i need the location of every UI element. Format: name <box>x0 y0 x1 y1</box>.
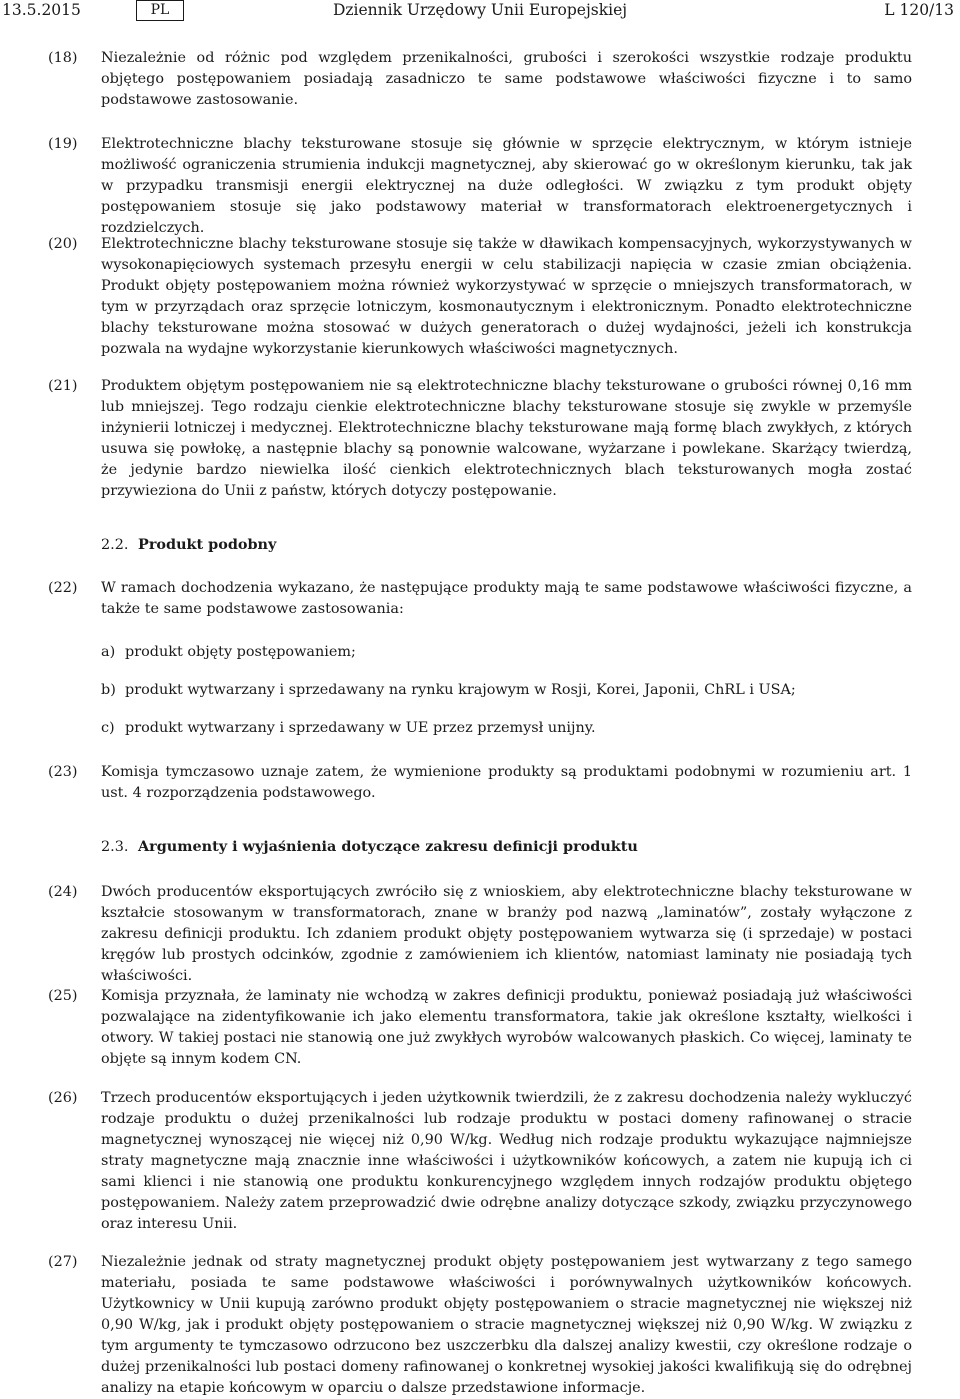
list-text: produkt wytwarzany i sprzedawany na rynku krajowym w Rosji, Korei, Japonii, ChRL i USA; <box>125 682 796 698</box>
section-heading-2-2 <box>101 534 276 556</box>
list-letter: a) <box>101 644 116 660</box>
paragraph-text: Niezależnie od różnic pod względem przenikalności, grubości i szerokości wszystkie rodzaje produktu objętego postępowaniem posiadają zasadniczo te same podstawowe właściwości fizyczne i to samo podstawowe zastosowanie. <box>101 50 912 108</box>
paragraph-27 <box>48 1252 912 1399</box>
section-number: 2.3. <box>101 839 129 855</box>
paragraph-23 <box>48 762 912 804</box>
publication-date: 13.5.2015 <box>2 1 81 19</box>
paragraph-text: Elektrotechniczne blachy teksturowane stosuje się głównie w sprzęcie elektrycznym, w którym istnieje możliwość ograniczenia strumienia indukcji magnetycznej, aby skierować go w określonym kierunku, tak jak w przypadku transmisji energii elektrycznej na duże odległości. W związku z tym produkt objęty postępowaniem stosuje się jako podstawowy materiał w transformatorach elektroenergetycznych i rozdzielczych. <box>101 136 912 236</box>
paragraph-text: W ramach dochodzenia wykazano, że następujące produkty mają te same podstawowe właściwości fizyczne, a także te same podstawowe zastosowania: <box>101 580 912 617</box>
paragraph-22 <box>48 578 912 620</box>
paragraph-number: (24) <box>48 884 78 900</box>
paragraph-text: Komisja przyznała, że laminaty nie wchodzą w zakres definicji produktu, ponieważ posiadają już właściwości pozwalające na zidentyfikowanie ich jako elementu transformatora, takie jak określone kształty, wielkości i otwory. W takiej postaci nie stanowią one już zwykłych wyrobów walcowanych płaskich. Co więcej, laminaty te objęte są innym kodem CN. <box>101 988 912 1067</box>
paragraph-number: (22) <box>48 580 78 596</box>
list-letter: c) <box>101 720 115 736</box>
section-title: Produkt podobny <box>138 536 277 553</box>
list-item-a <box>101 642 912 663</box>
paragraph-text: Produktem objętym postępowaniem nie są elektrotechniczne blachy teksturowane o grubości równej 0,16 mm lub mniejszej. Tego rodzaju cienkie elektrotechniczne blachy teksturowane stosuje się zwykle w przemyśle inżynierii lotniczej i medycznej. Elektrotechniczne blachy teksturowane mają formę blach zwykłych, z których usuwa się powłokę, a następnie blachy są ponownie walcowane, wyżarzane i powlekane. Skarżący twierdzą, że jedynie bardzo niewielka ilość cienkich elektrotechnicznych blach teksturowanych mogła zostać przywieziona do Unii z państw, których dotyczy postępowanie. <box>101 378 912 499</box>
list-text: produkt objęty postępowaniem; <box>125 644 356 660</box>
section-heading-2-3 <box>101 836 638 858</box>
paragraph-number: (23) <box>48 764 78 780</box>
page-header <box>0 0 960 28</box>
paragraph-20 <box>48 234 912 360</box>
paragraph-text: Dwóch producentów eksportujących zwróciło się z wnioskiem, aby elektrotechniczne blachy teksturowane w kształcie stosowanym w transformatorach, znane w branży pod nazwą „laminatów”, zostały wyłączone z zakresu definicji produktu. Ich zdaniem produkt objęty postępowaniem wytwarza się (i sprzedaje) w postaci kręgów lub prostych odcinków, zgodnie z zamówieniem ich klientów, natomiast laminaty nie posiadają tych właściwości. <box>101 884 912 984</box>
paragraph-18 <box>48 48 912 111</box>
section-number: 2.2. <box>101 537 129 553</box>
page-number: L 120/13 <box>884 1 954 19</box>
list-item-c <box>101 718 912 739</box>
section-title: Argumenty i wyjaśnienia dotyczące zakresu definicji produktu <box>138 838 638 855</box>
paragraph-number: (20) <box>48 236 78 252</box>
journal-title: Dziennik Urzędowy Unii Europejskiej <box>332 1 628 19</box>
list-letter: b) <box>101 682 116 698</box>
paragraph-number: (26) <box>48 1090 78 1106</box>
paragraph-number: (27) <box>48 1254 78 1270</box>
paragraph-24 <box>48 882 912 987</box>
list-text: produkt wytwarzany i sprzedawany w UE przez przemysł unijny. <box>125 720 596 736</box>
paragraph-number: (21) <box>48 378 78 394</box>
paragraph-number: (25) <box>48 988 78 1004</box>
paragraph-19 <box>48 134 912 239</box>
list-item-b <box>101 680 912 701</box>
paragraph-number: (18) <box>48 50 78 66</box>
paragraph-text: Niezależnie jednak od straty magnetycznej produkt objęty postępowaniem jest wytwarzany z tego samego materiału, posiada te same podstawowe właściwości i porównywalnych użytkowników końcowych. Użytkownicy w Unii kupują zarówno produkt objęty postępowaniem o stracie magnetycznej nie większej niż 0,90 W/kg, jak i produkt objęty postępowaniem o stracie magnetycznej większej niż 0,90 W/kg. W związku z tym argumenty te tymczasowo odrzucono bez uszczerbku dla dalszej analizy kwestii, czy określone rodzaje o dużej przenikalności lub postaci domeny rafinowanej o konkretnej wysokiej jakości kwalifikują się do odrębnej analizy na etapie końcowym w oparciu o dalsze przedstawione informacje. <box>101 1254 912 1396</box>
language-badge: PL <box>136 0 184 21</box>
paragraph-25 <box>48 986 912 1070</box>
paragraph-26 <box>48 1088 912 1235</box>
paragraph-text: Komisja tymczasowo uznaje zatem, że wymienione produkty są produktami podobnymi w rozumieniu art. 1 ust. 4 rozporządzenia podstawowego. <box>101 764 912 801</box>
paragraph-text: Elektrotechniczne blachy teksturowane stosuje się także w dławikach kompensacyjnych, wykorzystywanych w wysokonapięciowych systemach przesyłu energii w celu stabilizacji napięcia w czasie zmian obciążenia. Produkt objęty postępowaniem można również wykorzystywać w sprzęcie o mniejszych transformatorach, w tym w przyrządach oraz sprzęcie lotniczym, kosmonautycznym i elektronicznym. Ponadto elektrotechniczne blachy teksturowane można stosować w dużych generatorach o dużej wydajności, jeżeli ich konstrukcja pozwala na wydajne wykorzystanie kierunkowych właściwości magnetycznych. <box>101 236 912 357</box>
paragraph-21 <box>48 376 912 502</box>
paragraph-text: Trzech producentów eksportujących i jeden użytkownik twierdzili, że z zakresu dochodzenia należy wykluczyć rodzaje produktu o dużej przenikalności lub rodzaje produktu w postaci domeny rafinowanej o stracie magnetycznej wynoszącej nie więcej niż 0,90 W/kg. Według nich rodzaje produktu wykazujące najmniejsze straty magnetyczne mają znacznie inne właściwości i użytkowników końcowych, a zatem nie kupują ich ci sami klienci i nie stanowią one produktu konkurencyjnego względem innych rodzajów produktu objętego postępowaniem. Należy zatem przeprowadzić dwie odrębne analizy dotyczące szkody, związku przyczynowego oraz interesu Unii. <box>101 1090 912 1232</box>
paragraph-number: (19) <box>48 136 78 152</box>
